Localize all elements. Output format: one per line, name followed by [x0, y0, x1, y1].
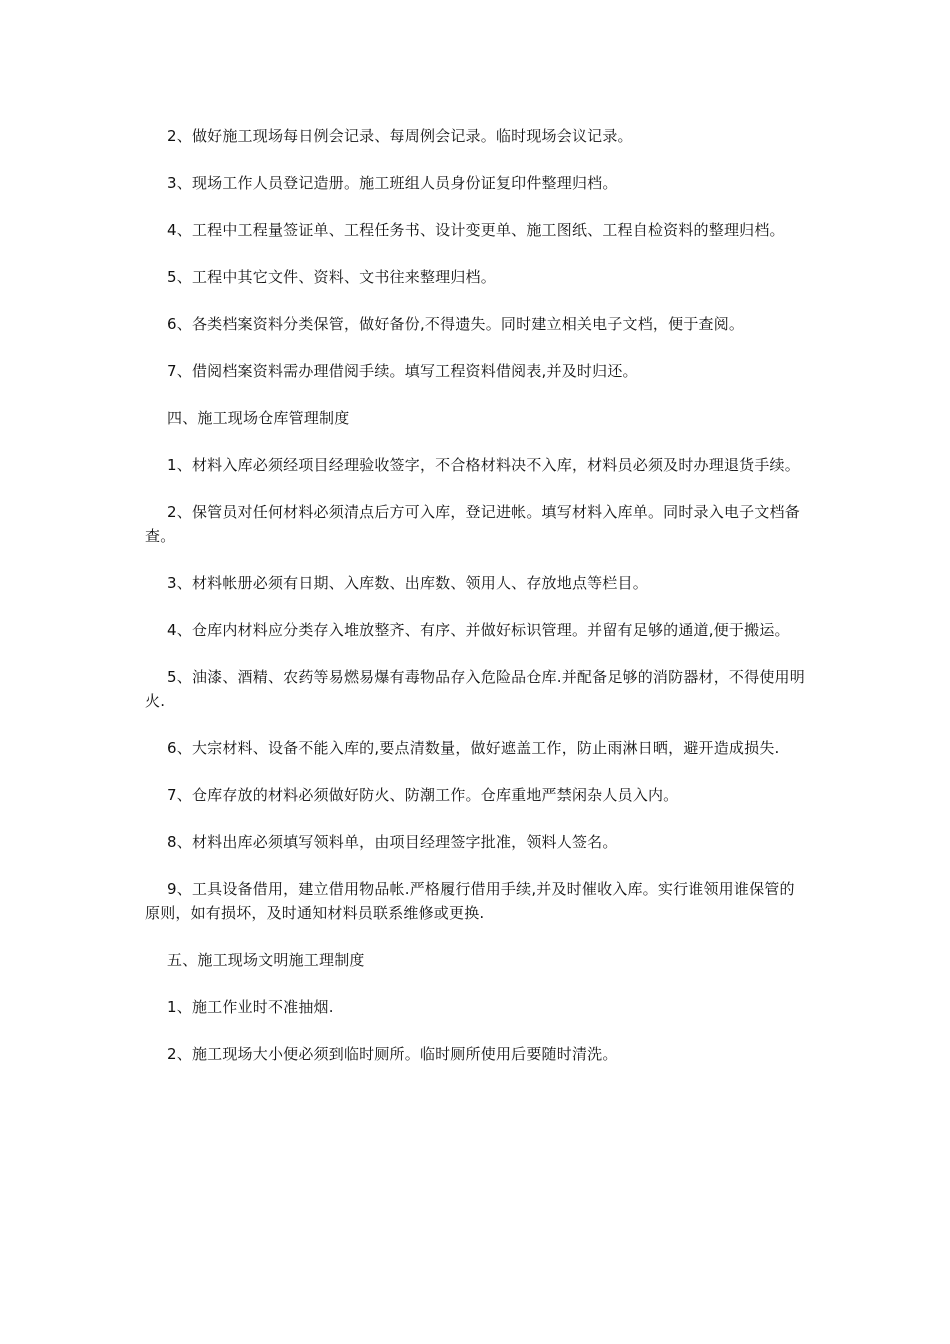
paragraph-archive-7: 7、借阅档案资料需办理借阅手续。填写工程资料借阅表,并及时归还。	[167, 362, 638, 380]
paragraph-archive-5: 5、工程中其它文件、资料、文书往来整理归档。	[167, 268, 496, 286]
paragraph-archive-4: 4、工程中工程量签证单、工程任务书、设计变更单、施工图纸、工程自检资料的整理归档。	[167, 221, 785, 239]
document-page	[145, 124, 807, 1089]
paragraph-civilized-2: 2、施工现场大小便必须到临时厕所。临时厕所使用后要随时清洗。	[167, 1045, 618, 1063]
paragraph-warehouse-2: 2、保管员对任何材料必须清点后方可入库，登记进帐。填写材料入库单。同时录入电子文档备查。	[145, 503, 800, 545]
paragraph-warehouse-6: 6、大宗材料、设备不能入库的,要点清数量，做好遮盖工作，防止雨淋日晒，避开造成损失.	[167, 739, 780, 757]
section-heading-civilized-construction: 五、施工现场文明施工理制度	[167, 951, 365, 969]
paragraph-warehouse-5: 5、油漆、酒精、农药等易燃易爆有毒物品存入危险品仓库.并配备足够的消防器材，不得使用明火.	[145, 668, 805, 710]
paragraph-warehouse-4: 4、仓库内材料应分类存入堆放整齐、有序、并做好标识管理。并留有足够的通道,便于搬运。	[167, 621, 790, 639]
paragraph-warehouse-9: 9、工具设备借用，建立借用物品帐.严格履行借用手续,并及时催收入库。实行谁领用谁保管的原则，如有损坏，及时通知材料员联系维修或更换.	[145, 880, 795, 922]
paragraph-civilized-1: 1、施工作业时不准抽烟.	[167, 998, 334, 1016]
paragraph-archive-2: 2、做好施工现场每日例会记录、每周例会记录。临时现场会议记录。	[167, 127, 633, 145]
paragraph-warehouse-8: 8、材料出库必须填写领料单，由项目经理签字批准，领料人签名。	[167, 833, 618, 851]
paragraph-warehouse-1: 1、材料入库必须经项目经理验收签字，不合格材料决不入库，材料员必须及时办理退货手续。	[167, 456, 800, 474]
paragraph-warehouse-3: 3、材料帐册必须有日期、入库数、出库数、领用人、存放地点等栏目。	[167, 574, 648, 592]
paragraph-archive-3: 3、现场工作人员登记造册。施工班组人员身份证复印件整理归档。	[167, 174, 618, 192]
paragraph-archive-6: 6、各类档案资料分类保管，做好备份,不得遗失。同时建立相关电子文档，便于查阅。	[167, 315, 745, 333]
section-heading-warehouse: 四、施工现场仓库管理制度	[167, 409, 350, 427]
paragraph-warehouse-7: 7、仓库存放的材料必须做好防火、防潮工作。仓库重地严禁闲杂人员入内。	[167, 786, 679, 804]
